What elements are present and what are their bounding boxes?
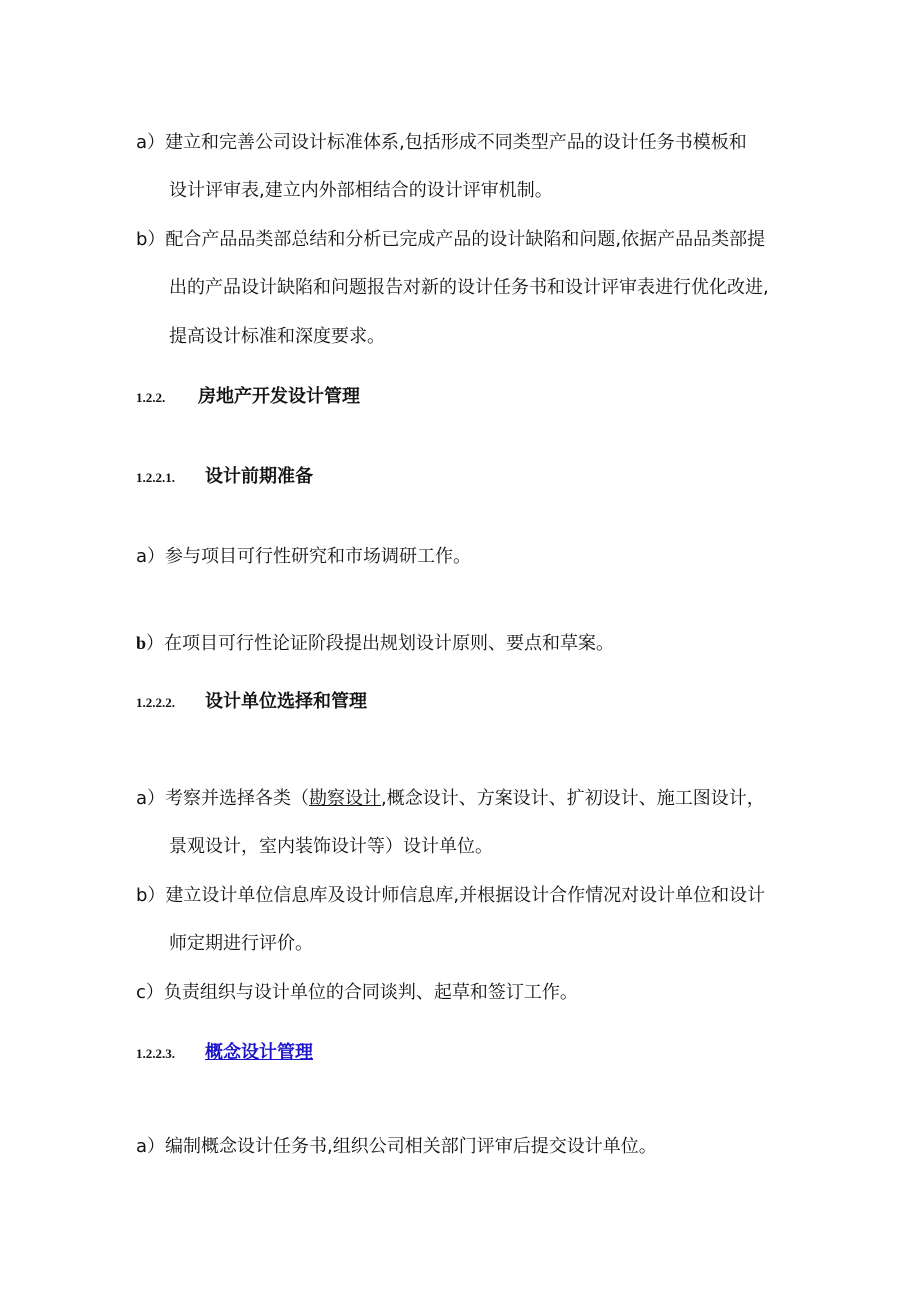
paragraph-text: a）考察并选择各类（	[136, 788, 310, 809]
heading-number: 1.2.2.	[136, 390, 166, 405]
section-heading	[136, 385, 360, 410]
paragraph-line: c）负责组织与设计单位的合同谈判、起草和签订工作。	[136, 982, 578, 1003]
underlined-term: 勘察设计	[309, 788, 382, 809]
list-marker: b	[136, 633, 147, 653]
heading-title: 设计单位选择和管理	[205, 691, 367, 712]
paragraph-line: b）配合产品品类部总结和分析已完成产品的设计缺陷和问题,依据产品品类部提	[136, 229, 766, 250]
paragraph-line: 师定期进行评价。	[169, 933, 313, 954]
paragraph-line: 提高设计标准和深度要求。	[169, 326, 385, 347]
paragraph-line: 出的产品设计缺陷和问题报告对新的设计任务书和设计评审表进行优化改进,	[169, 277, 769, 298]
paragraph-line: a）建立和完善公司设计标准体系,包括形成不同类型产品的设计任务书模板和	[136, 132, 747, 153]
paragraph-line	[136, 787, 765, 811]
paragraph-line: 景观设计，室内装饰设计等）设计单位。	[169, 836, 493, 857]
section-heading	[136, 465, 313, 490]
heading-number: 1.2.2.2.	[136, 695, 175, 710]
paragraph-text: ,概念设计、方案设计、扩初设计、施工图设计，	[381, 788, 765, 809]
heading-number: 1.2.2.3.	[136, 1046, 175, 1061]
heading-link[interactable]: 概念设计管理	[205, 1042, 313, 1063]
paragraph-line: 设计评审表,建立内外部相结合的设计评审机制。	[169, 180, 553, 201]
heading-title: 房地产开发设计管理	[198, 386, 360, 407]
paragraph-text: ）在项目可行性论证阶段提出规划设计原则、要点和草案。	[146, 633, 615, 654]
paragraph-line: b）建立设计单位信息库及设计师信息库,并根据设计合作情况对设计单位和设计	[136, 885, 766, 906]
section-heading	[136, 690, 367, 715]
section-heading	[136, 1041, 313, 1066]
paragraph-line	[136, 631, 614, 656]
heading-title: 设计前期准备	[205, 466, 313, 487]
paragraph-line: a）编制概念设计任务书,组织公司相关部门评审后提交设计单位。	[136, 1136, 657, 1157]
paragraph-line: a）参与项目可行性研究和市场调研工作。	[136, 546, 472, 567]
heading-number: 1.2.2.1.	[136, 470, 175, 485]
